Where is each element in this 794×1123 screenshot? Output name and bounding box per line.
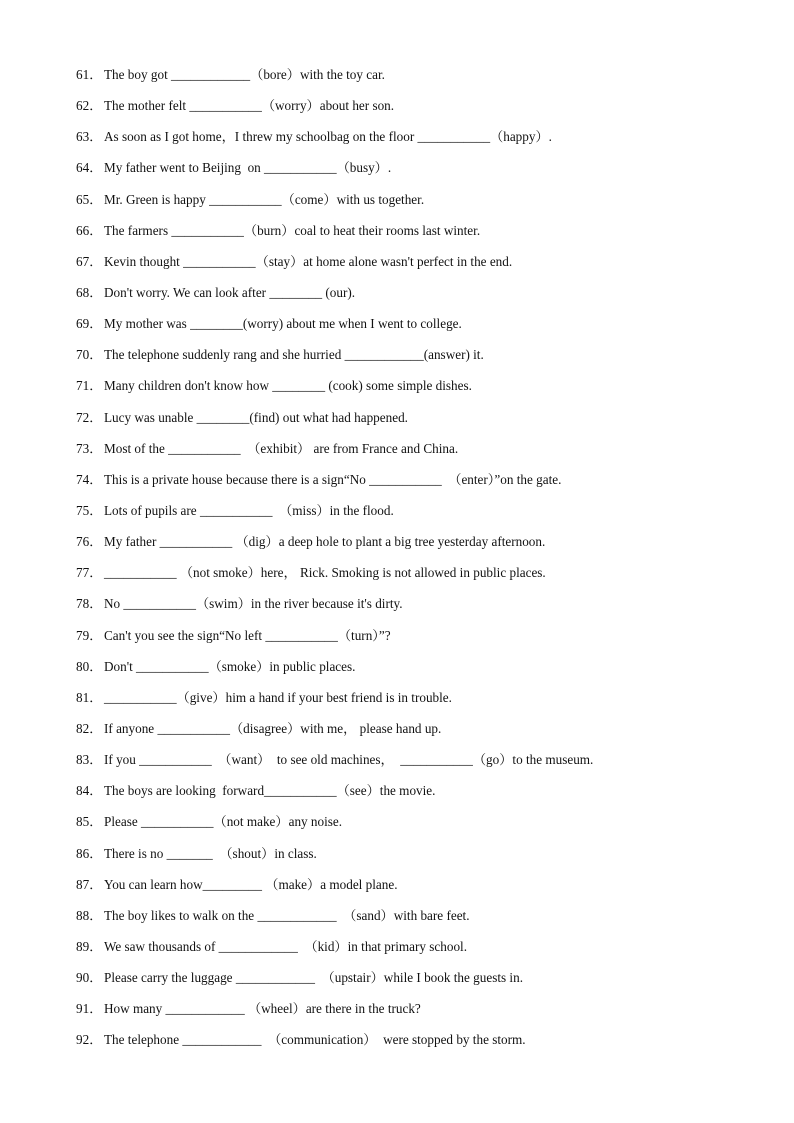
question-number: 62．: [76, 98, 103, 114]
question-text: Lots of pupils are ___________ （miss）in the flood.: [104, 502, 394, 518]
question-number: 80．: [76, 658, 103, 674]
question-text: If anyone ___________（disagree）with me， please hand up.: [104, 720, 442, 736]
question-number: 88．: [76, 907, 103, 923]
question-item: [76, 375, 776, 406]
question-text: My mother was ________(worry) about me when I went to college.: [104, 316, 462, 332]
question-number: 85．: [76, 814, 103, 830]
question-item: [76, 438, 776, 469]
question-item: [76, 189, 776, 220]
question-number: 77．: [76, 565, 103, 581]
question-item: [76, 251, 776, 282]
question-text: Most of the ___________ （exhibit） are from France and China.: [104, 440, 459, 456]
question-item: [76, 967, 776, 998]
question-number: 73．: [76, 440, 103, 456]
question-text: You can learn how_________ （make）a model plane.: [104, 876, 398, 892]
question-number: 74．: [76, 471, 103, 487]
question-item: [76, 625, 776, 656]
question-item: [76, 936, 776, 967]
question-item: [76, 313, 776, 344]
question-text: This is a private house because there is a sign“No ___________ （enter）”on the gate.: [104, 471, 562, 487]
question-number: 63．: [76, 129, 103, 145]
question-text: Lucy was unable ________(find) out what had happened.: [104, 409, 408, 425]
question-text: We saw thousands of ____________ （kid）in that primary school.: [104, 938, 468, 954]
question-number: 84．: [76, 783, 103, 799]
question-item: [76, 344, 776, 375]
question-number: 68．: [76, 284, 103, 300]
question-text: Can't you see the sign“No left ___________（turn）”?: [104, 627, 391, 643]
question-text: The boy likes to walk on the ____________ （sand）with bare feet.: [104, 907, 470, 923]
question-item: [76, 718, 776, 749]
question-text: Please carry the luggage ____________ （upstair）while I book the guests in.: [104, 970, 523, 986]
question-item: [76, 95, 776, 126]
question-text: Kevin thought ___________（stay）at home alone wasn't perfect in the end.: [104, 253, 513, 269]
question-number: 61．: [76, 67, 103, 82]
question-text: The telephone ____________ （communication） were stopped by the storm.: [104, 1032, 526, 1048]
question-item: [76, 749, 776, 780]
question-text: How many ____________ （wheel）are there in the truck?: [104, 1001, 421, 1017]
question-number: 72．: [76, 409, 103, 425]
question-number: 64．: [76, 160, 103, 176]
question-item: [76, 905, 776, 936]
question-text: The mother felt ___________（worry）about her son.: [104, 98, 395, 114]
question-text: The boy got ____________（bore）with the toy car.: [104, 67, 385, 82]
question-number: 67．: [76, 253, 103, 269]
question-item: [76, 843, 776, 874]
question-text: Many children don't know how ________ (cook) some simple dishes.: [104, 378, 472, 394]
question-text: ___________ （not smoke）here， Rick. Smoking is not allowed in public places.: [104, 565, 546, 581]
question-text: ___________（give）him a hand if your best friend is in trouble.: [104, 689, 452, 705]
question-number: 75．: [76, 502, 103, 518]
question-text: The boys are looking forward___________（see）the movie.: [104, 783, 436, 799]
question-number: 71．: [76, 378, 103, 394]
question-number: 89．: [76, 938, 103, 954]
question-item: [76, 687, 776, 718]
question-text: Mr. Green is happy ___________（come）with us together.: [104, 191, 425, 207]
question-item: [76, 126, 776, 157]
question-number: 76．: [76, 534, 103, 550]
question-item: [76, 220, 776, 251]
question-item: [76, 780, 776, 811]
question-item: [76, 562, 776, 593]
question-number: 81．: [76, 689, 103, 705]
question-text: Please ___________（not make）any noise.: [104, 814, 343, 830]
question-text: There is no _______ （shout）in class.: [104, 845, 317, 861]
question-text: The farmers ___________（burn）coal to heat their rooms last winter.: [104, 222, 481, 238]
question-number: 86．: [76, 845, 103, 861]
question-number: 78．: [76, 596, 103, 612]
question-text: My father ___________ （dig）a deep hole to plant a big tree yesterday afternoon.: [104, 534, 546, 550]
question-item: [76, 593, 776, 624]
question-text: Don't ___________（smoke）in public places.: [104, 658, 356, 674]
question-item: [76, 64, 776, 95]
question-item: [76, 157, 776, 188]
question-item: [76, 282, 776, 313]
question-text: No ___________（swim）in the river because it's dirty.: [104, 596, 403, 612]
question-text: As soon as I got home，I threw my schoolbag on the floor ___________（happy）.: [104, 129, 552, 145]
question-item: [76, 407, 776, 438]
question-item: [76, 500, 776, 531]
question-item: [76, 998, 776, 1029]
question-number: 92．: [76, 1032, 103, 1048]
question-number: 90．: [76, 970, 103, 986]
question-number: 65．: [76, 191, 103, 207]
question-list: [76, 64, 776, 1061]
question-text: Don't worry. We can look after ________ (our).: [104, 284, 356, 300]
question-item: [76, 874, 776, 905]
question-item: [76, 1029, 776, 1060]
question-item: [76, 656, 776, 687]
question-number: 79．: [76, 627, 103, 643]
question-number: 87．: [76, 876, 103, 892]
question-number: 70．: [76, 347, 103, 363]
question-item: [76, 469, 776, 500]
question-item: [76, 531, 776, 562]
question-text: My father went to Beijing on ___________（busy）.: [104, 160, 392, 176]
question-number: 83．: [76, 752, 103, 768]
question-text: If you ___________ （want） to see old machines， ___________（go）to the museum.: [104, 752, 594, 768]
question-number: 82．: [76, 720, 103, 736]
question-item: [76, 811, 776, 842]
question-text: The telephone suddenly rang and she hurried ____________(answer) it.: [104, 347, 484, 363]
question-number: 66．: [76, 222, 103, 238]
question-number: 91．: [76, 1001, 103, 1017]
question-number: 69．: [76, 316, 103, 332]
